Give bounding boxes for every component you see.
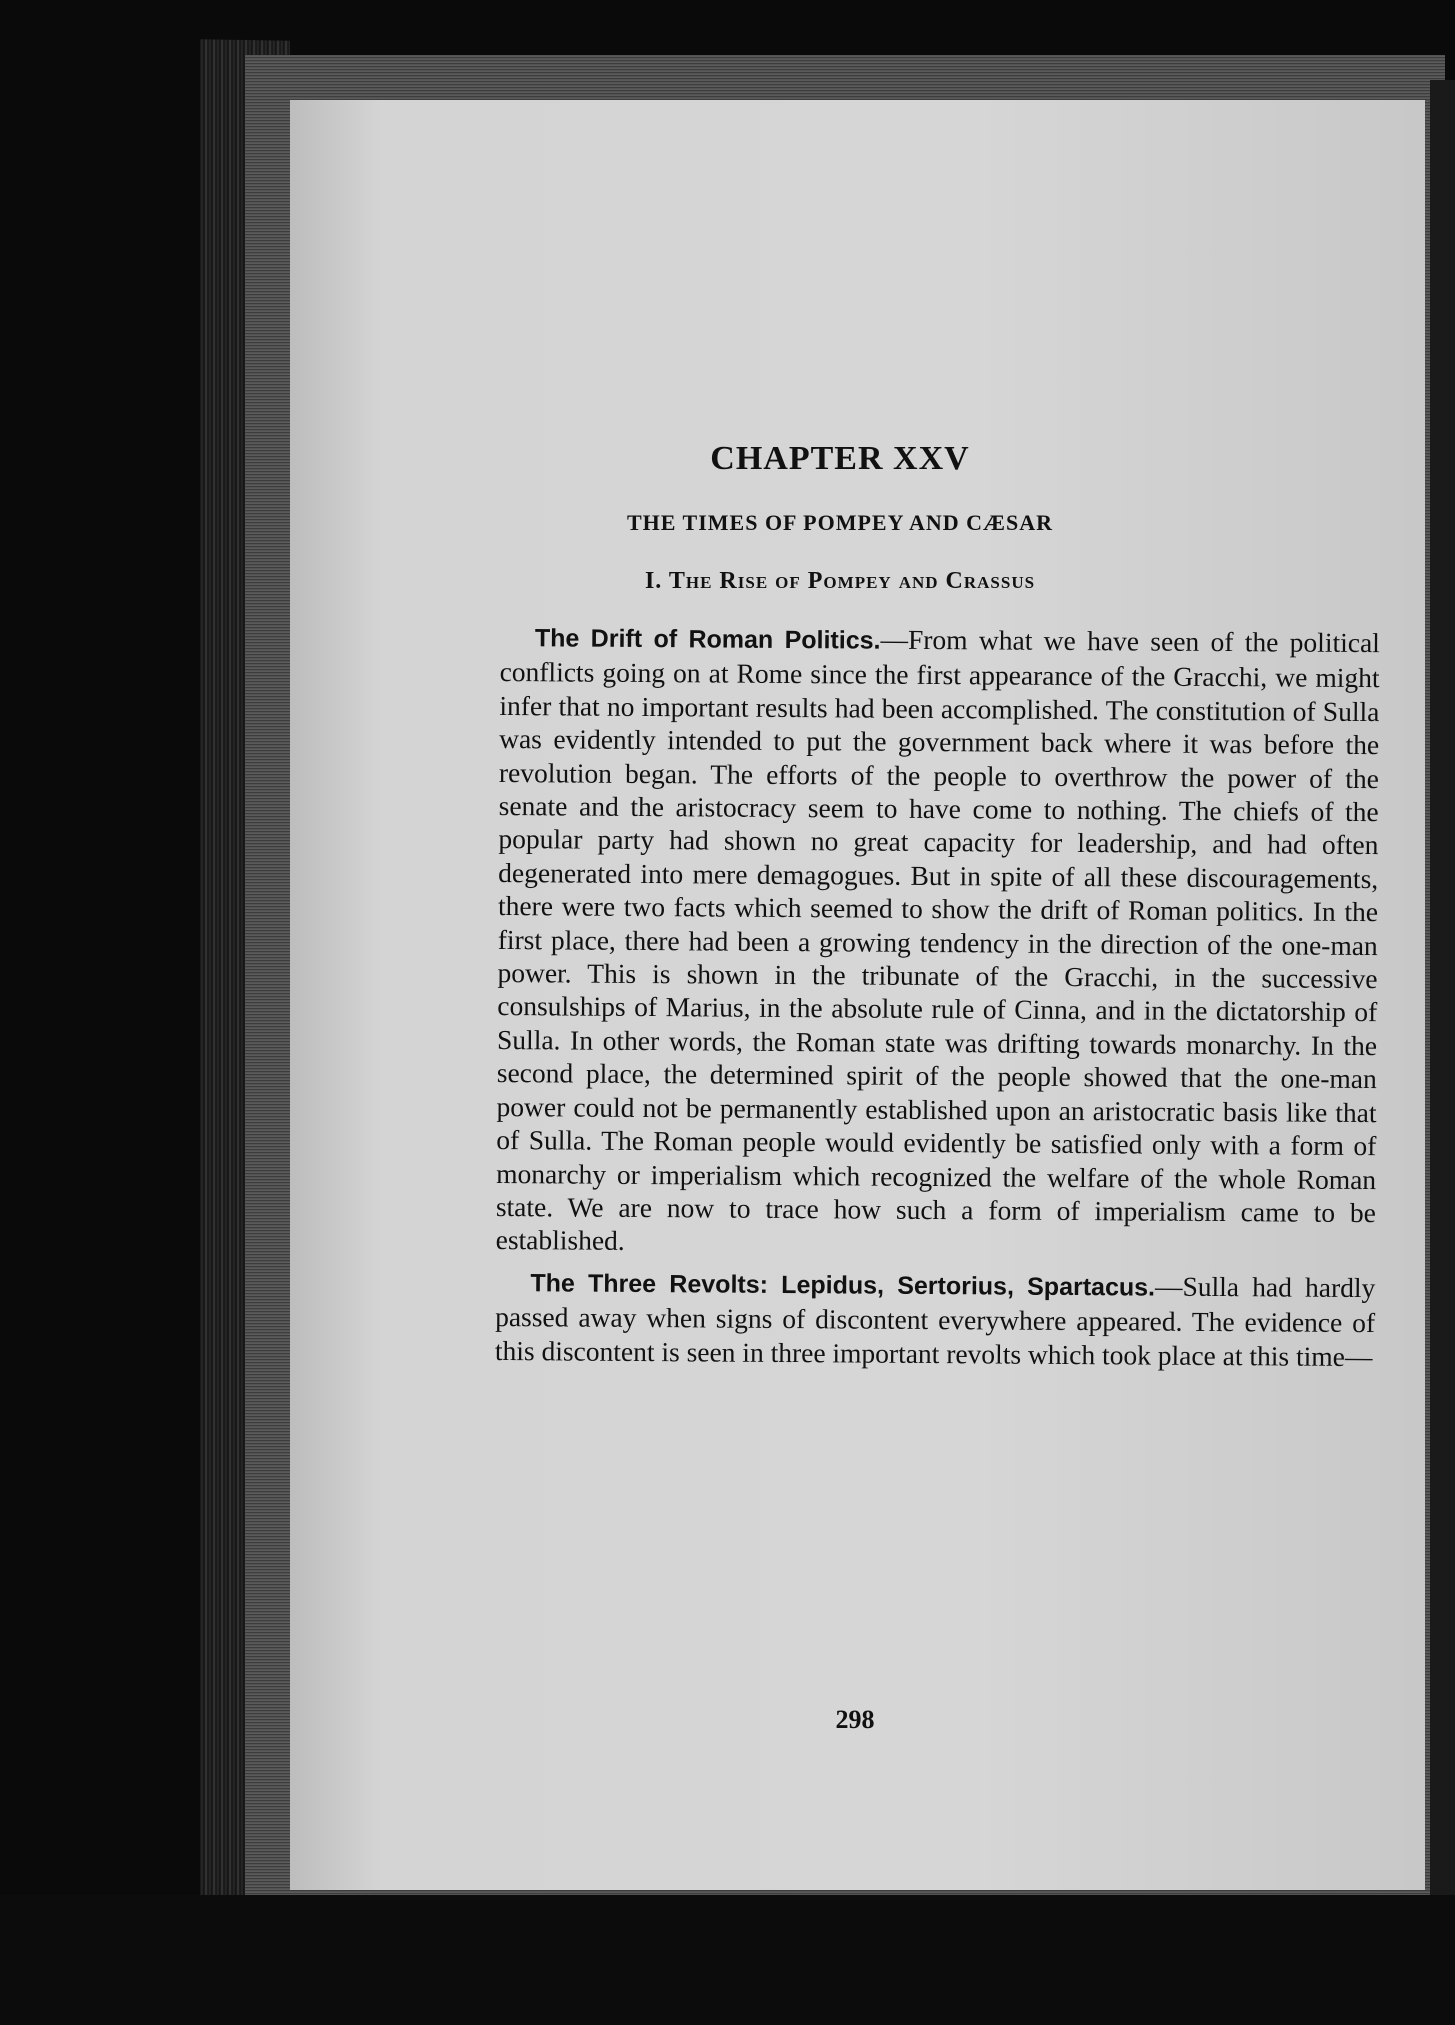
paragraph-lead: The Three Revolts: Lepidus, Sertorius, Spartacus. xyxy=(530,1268,1156,1302)
paragraph-text: —From what we have seen of the political conflicts going on at Rome since the first appearance of the Gracchi, we might infer that no important results had been accomplished. The constitution of Sulla was evidently intended to put the government back where it was before the revolution began. The efforts of the people to overthrow the power of the senate and the aristocracy seem to have come to nothing. The chiefs of the popular party had shown no great capacity for leadership, and had often degenerated into mere demagogues. But in spite of all these discouragements, there were two facts which seemed to show the drift of Roman politics. In the first place, there had been a growing tendency in the direction of the one-man power. This is shown in the tribunate of the Gracchi, in the successive consulships of Marius, in the absolute rule of Cinna, and in the dictatorship of Sulla. In other words, the Roman state was drifting towards monarchy. In the second place, the determined spirit of the people showed that the one-man power could not be permanently established upon an aristocratic basis like that of Sulla. The Roman people would evidently be satisfied only with a form of monarchy or imperialism which recognized the welfare of the whole Roman state. We are now to trace how such a form of imperialism came to be established. xyxy=(495,623,1380,1257)
chapter-title: THE TIMES OF POMPEY AND CÆSAR xyxy=(626,510,1054,535)
facing-page-edge xyxy=(1430,80,1455,1910)
paragraph xyxy=(496,620,1380,1263)
paragraph-text: —Sulla had hardly passed away when signs of discontent everywhere appeared. The evidence of this discontent is seen in three important revolts which took place at this time— xyxy=(494,1270,1376,1372)
paragraph-lead: The Drift of Roman Politics. xyxy=(534,624,881,655)
bottom-margin xyxy=(0,1895,1455,2025)
body-text xyxy=(495,620,1380,1373)
page-number: 298 xyxy=(835,1705,875,1734)
book-page xyxy=(290,100,1425,1890)
section-heading: I. The Rise of Pompey and Crassus xyxy=(644,568,1036,594)
paragraph xyxy=(495,1265,1376,1373)
chapter-heading: CHAPTER XXV xyxy=(710,440,970,477)
